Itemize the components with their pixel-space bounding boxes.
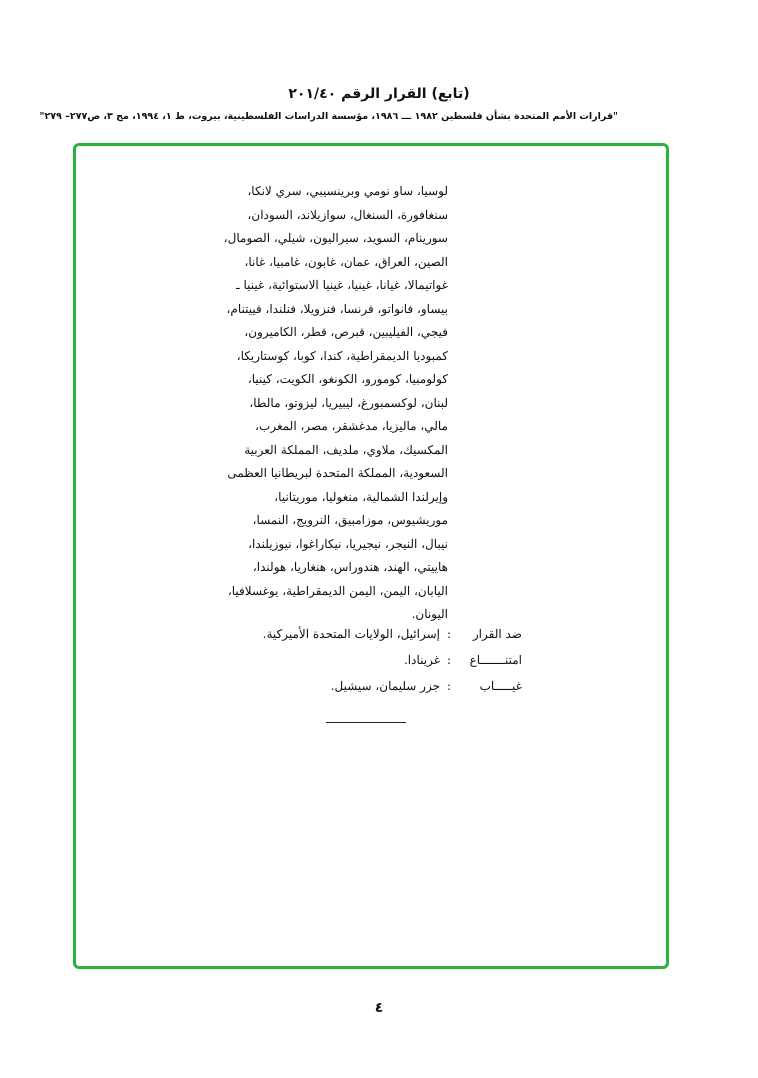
vote-label: امتنـــــــاع <box>469 653 522 667</box>
body-line: اليابان، اليمن، اليمن الديمقراطية، يوغسلافيا، <box>227 583 448 598</box>
page-number: ٤ <box>374 1000 384 1016</box>
vote-colon: : <box>446 627 452 641</box>
body-line: كولومبيا، كومورو، الكونغو، الكويت، كينيا، <box>247 372 448 386</box>
body-line: السعودية، المملكة المتحدة لبريطانيا العظمى <box>227 466 448 480</box>
body-line: مالي، ماليزيا، مدغشقر، مصر، المغرب، <box>255 419 448 433</box>
body-line: سنغافورة، السنغال، سوازيلاند، السودان، <box>247 207 448 222</box>
vote-label: ضد القرار <box>472 627 522 641</box>
body-line: هاييتي، الهند، هندوراس، هنغاريا، هولندا، <box>252 560 448 574</box>
vote-summary <box>250 621 522 699</box>
body-line: غواتيمالا، غيانا، غينيا، غينيا الاستوائية، غينيا ـ <box>236 278 448 292</box>
vote-colon: : <box>446 653 452 667</box>
body-line: لوسيا، ساو نومي وبرينسيبي، سري لانكا، <box>247 184 448 198</box>
body-line: بيساو، فانواتو، فرنسا، فنزويلا، فنلندا، فييتنام، <box>226 301 448 316</box>
country-list <box>186 180 448 627</box>
vote-label: غيـــــاب <box>479 679 522 693</box>
body-line: الصين، العراق، عمان، غابون، غامبيا، غانا، <box>244 254 448 269</box>
body-line: اليونان. <box>411 607 448 621</box>
section-divider <box>326 722 406 723</box>
body-line: موريشيوس، موزامبيق، النرويج، النمسا، <box>252 513 448 527</box>
vote-value: غرينادا. <box>403 653 440 667</box>
body-line: سورينام، السويد، سيراليون، شيلي، الصومال، <box>223 231 448 245</box>
body-line: المكسيك، ملاوي، ملديف، المملكة العربية <box>244 442 448 457</box>
body-line: لبنان، لوكسمبورغ، ليبيريا، ليزوتو، مالطا، <box>249 395 448 410</box>
source-citation: "قرارات الأمم المتحدة بشأن فلسطين ١٩٨٢ ـــ ١٩٨٦، مؤسسة الدراسات الفلسطينية، بيروت، ط ١، ١٩٩٤، مج ٣، ص٢٧٧– ٢٧٩" <box>39 111 618 122</box>
body-line: وإيرلندا الشمالية، منغوليا، موريتانيا، <box>274 489 448 504</box>
body-line: نيبال، النيجر، نيجيريا، نيكاراغوا، نيوزيلندا، <box>248 536 448 551</box>
body-line: كمبوديا الديمقراطية، كندا، كوبا، كوستاريكا، <box>236 348 448 363</box>
vote-row-abstain <box>250 647 522 673</box>
vote-value: جزر سليمان، سيشيل. <box>330 679 440 693</box>
page-title: (تابع) القرار الرقم ٢٠١/٤٠ <box>288 86 470 102</box>
vote-row-absent <box>250 673 522 699</box>
vote-value: إسرائيل، الولايات المتحدة الأميركية. <box>262 627 440 641</box>
vote-colon: : <box>446 679 452 693</box>
vote-row-against <box>250 621 522 647</box>
body-line: فيجي، الفيليبين، قبرص، قطر، الكاميرون، <box>244 325 448 339</box>
